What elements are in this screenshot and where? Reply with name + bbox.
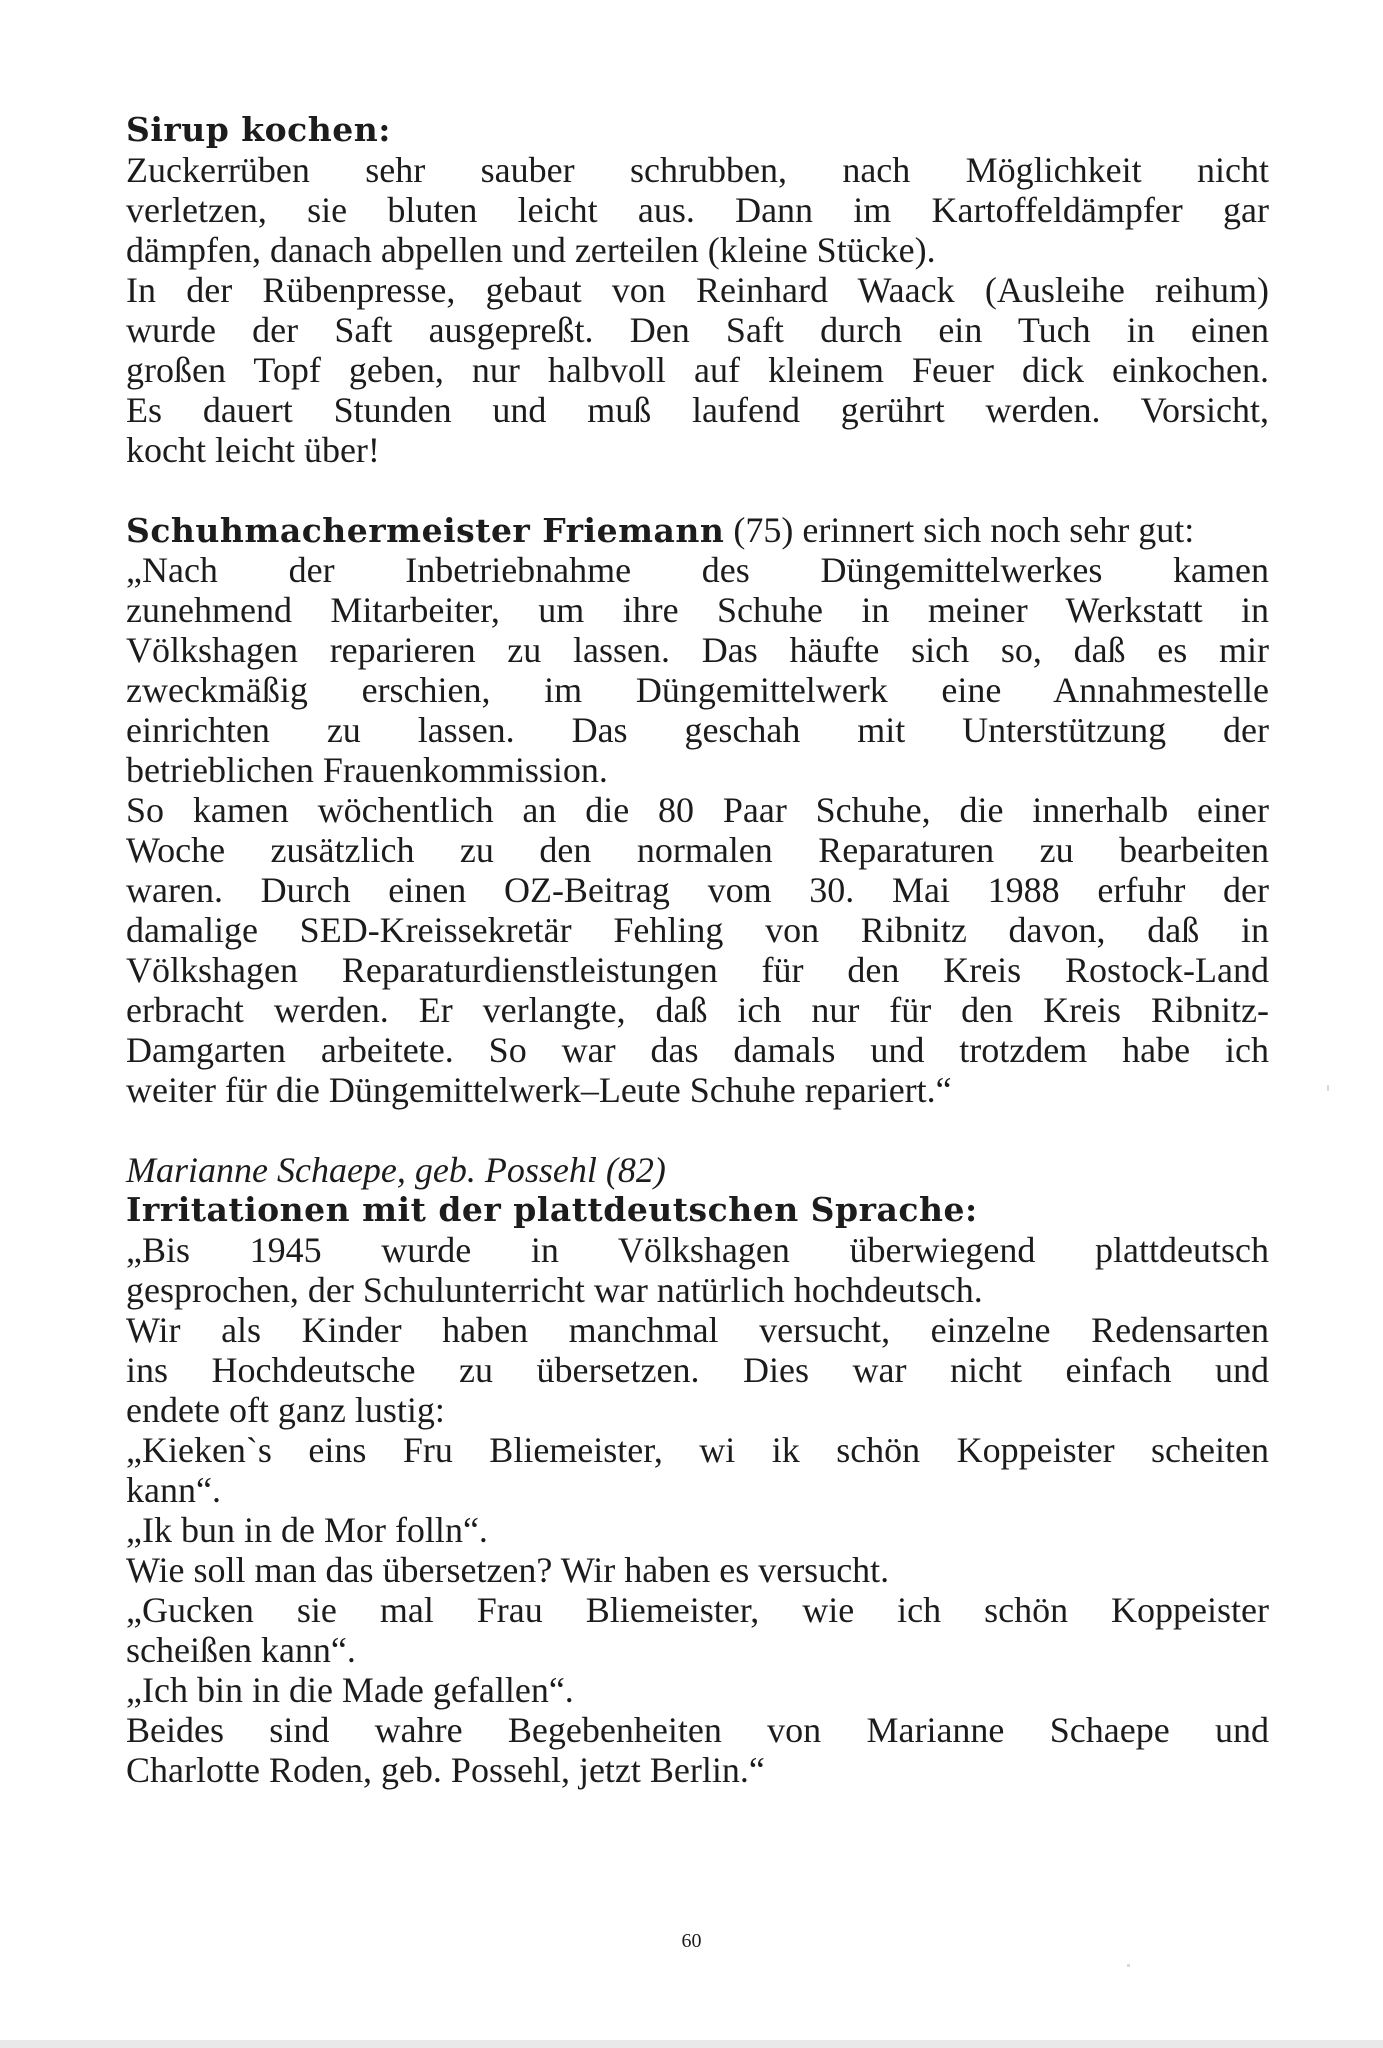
scan-edge <box>0 2040 1383 2048</box>
paragraph-line: Wie soll man das übersetzen? Wir haben es versucht. <box>126 1550 890 1590</box>
paragraph-line: kann“. <box>126 1470 221 1510</box>
paragraph-gap <box>126 470 1269 510</box>
paragraph-line: dämpfen, danach abpellen und zerteilen (kleine Stücke). <box>126 230 936 270</box>
paragraph-line: zweckmäßig erschien, im Düngemittelwerk eine Annahmestelle <box>126 670 1269 710</box>
paragraph-line: zunehmend Mitarbeiter, um ihre Schuhe in meiner Werkstatt in <box>126 590 1269 630</box>
paragraph-line: endete oft ganz lustig: <box>126 1390 445 1430</box>
scan-speck <box>1327 1085 1329 1091</box>
paragraph-line: „Kieken`s eins Fru Bliemeister, wi ik schön Koppeister scheiten <box>126 1430 1269 1470</box>
friemann-intro-text: (75) erinnert sich noch sehr gut: <box>724 510 1195 550</box>
friemann-intro-line <box>126 510 1269 550</box>
heading-irritationen: Irritationen mit der plattdeutschen Sprache: <box>126 1190 978 1229</box>
paragraph-line: Völkshagen Reparaturdienstleistungen für den Kreis Rostock-Land <box>126 950 1269 990</box>
paragraph-line: Damgarten arbeitete. So war das damals und trotzdem habe ich <box>126 1030 1269 1070</box>
paragraph-line: großen Topf geben, nur halbvoll auf kleinem Feuer dick einkochen. <box>126 350 1269 390</box>
paragraph-line: damalige SED-Kreissekretär Fehling von Ribnitz davon, daß in <box>126 910 1269 950</box>
page-number: 60 <box>681 1930 702 1952</box>
paragraph-line: Beides sind wahre Begebenheiten von Marianne Schaepe und <box>126 1710 1269 1750</box>
paragraph-gap <box>126 1110 1269 1150</box>
paragraph-line: Es dauert Stunden und muß laufend gerührt werden. Vorsicht, <box>126 390 1269 430</box>
paragraph-line: scheißen kann“. <box>126 1630 356 1670</box>
paragraph-line: So kamen wöchentlich an die 80 Paar Schuhe, die innerhalb einer <box>126 790 1269 830</box>
author-attribution: Marianne Schaepe, geb. Possehl (82) <box>126 1150 666 1190</box>
paragraph-line: Woche zusätzlich zu den normalen Reparaturen zu bearbeiten <box>126 830 1269 870</box>
heading-schuhmachermeister: Schuhmachermeister Friemann <box>126 511 725 550</box>
paragraph-line: erbracht werden. Er verlangte, daß ich nur für den Kreis Ribnitz- <box>126 990 1269 1030</box>
paragraph-line: „Bis 1945 wurde in Völkshagen überwiegend plattdeutsch <box>126 1230 1269 1270</box>
paragraph-line: kocht leicht über! <box>126 430 380 470</box>
paragraph-line: In der Rübenpresse, gebaut von Reinhard Waack (Ausleihe reihum) <box>126 270 1269 310</box>
paragraph-line: ins Hochdeutsche zu übersetzen. Dies war nicht einfach und <box>126 1350 1269 1390</box>
paragraph-line: Zuckerrüben sehr sauber schrubben, nach Möglichkeit nicht <box>126 150 1269 190</box>
paragraph-line: betrieblichen Frauenkommission. <box>126 750 608 790</box>
paragraph-line: gesprochen, der Schulunterricht war natürlich hochdeutsch. <box>126 1270 983 1310</box>
paragraph-line: Charlotte Roden, geb. Possehl, jetzt Berlin.“ <box>126 1750 765 1790</box>
paragraph-line: „Nach der Inbetriebnahme des Düngemittelwerkes kamen <box>126 550 1269 590</box>
paragraph-line: waren. Durch einen OZ-Beitrag vom 30. Mai 1988 erfuhr der <box>126 870 1269 910</box>
text-block <box>126 110 1269 1790</box>
scan-speck <box>1127 1964 1130 1967</box>
paragraph-line: „Gucken sie mal Frau Bliemeister, wie ich schön Koppeister <box>126 1590 1269 1630</box>
paragraph-line: verletzen, sie bluten leicht aus. Dann im Kartoffeldämpfer gar <box>126 190 1269 230</box>
paragraph-line: wurde der Saft ausgepreßt. Den Saft durch ein Tuch in einen <box>126 310 1269 350</box>
paragraph-line: „Ich bin in die Made gefallen“. <box>126 1670 574 1710</box>
paragraph-line: weiter für die Düngemittelwerk–Leute Schuhe repariert.“ <box>126 1070 952 1110</box>
paragraph-line: „Ik bun in de Mor folln“. <box>126 1510 488 1550</box>
paragraph-line: einrichten zu lassen. Das geschah mit Unterstützung der <box>126 710 1269 750</box>
paragraph-line: Völkshagen reparieren zu lassen. Das häufte sich so, daß es mir <box>126 630 1269 670</box>
heading-sirup-kochen: Sirup kochen: <box>126 110 391 149</box>
paragraph-line: Wir als Kinder haben manchmal versucht, einzelne Redensarten <box>126 1310 1269 1350</box>
